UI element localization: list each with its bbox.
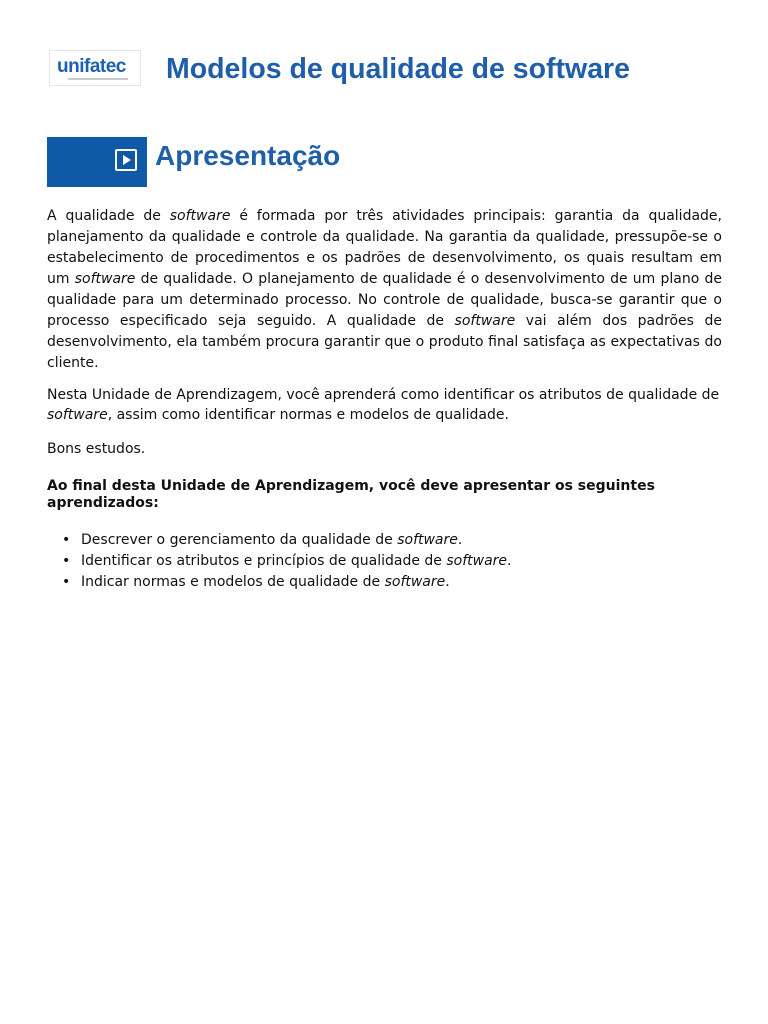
logo-wordmark xyxy=(57,57,126,77)
italic-term: software xyxy=(384,574,446,590)
greeting-paragraph: Bons estudos. xyxy=(47,441,146,457)
text-span: Nesta Unidade de Aprendizagem, você aprenderá como identificar os atributos de qualidade de xyxy=(47,387,720,403)
logo-tagline xyxy=(68,78,128,80)
objectives-list xyxy=(47,530,722,593)
text-span: de qualidade. O planejamento de qualidade é o desenvolvimento de um plano de qualidade para um determinado processo. No controle de qualidade, busca-se garantir que o processo especificado seja seguido. A qualidade de xyxy=(47,271,722,329)
text-span: , assim como identificar normas e modelos de qualidade. xyxy=(107,407,509,423)
list-item xyxy=(81,530,722,551)
logo-text-fatec: fatec xyxy=(84,56,126,77)
unit-paragraph-continued xyxy=(47,406,722,424)
italic-term: software xyxy=(446,553,508,569)
unit-paragraph xyxy=(47,386,731,404)
section-title: Apresentação xyxy=(155,140,341,171)
text-span: . xyxy=(445,574,450,590)
italic-term: software xyxy=(47,407,108,423)
italic-term: software xyxy=(169,208,231,224)
text-span: . xyxy=(457,532,463,548)
text-span: . xyxy=(507,553,512,569)
text-span: Indicar normas e modelos de qualidade de xyxy=(81,574,385,590)
text-span: vai além dos padrões de desenvolvimento, ela também procura garantir que o produto final satisfaça as expectativas do cliente. xyxy=(47,313,722,371)
list-item xyxy=(81,551,722,572)
list-item xyxy=(81,572,722,593)
text-span: A qualidade de xyxy=(47,208,170,224)
italic-term: software xyxy=(397,532,458,548)
italic-term: software xyxy=(454,313,516,329)
main-content xyxy=(47,206,722,593)
unifatec-logo xyxy=(49,50,141,86)
text-span: Identificar os atributos e princípios de qualidade de xyxy=(81,553,447,569)
intro-paragraph xyxy=(47,206,722,374)
italic-term: software xyxy=(74,271,136,287)
section-header xyxy=(47,137,727,189)
text-span: é formada por três atividades principais: garantia da qualidade, planejamento da qualidade e controle da qualidade. Na garantia da qualidade, pressupõe-se o estabelecimento de procedimentos e os padrões de desenvolvimento, os quais resultam em um xyxy=(47,208,722,287)
objectives-heading: Ao final desta Unidade de Aprendizagem, você deve apresentar os seguintes aprendizados: xyxy=(47,478,655,511)
header xyxy=(49,50,729,90)
section-bar xyxy=(47,137,147,187)
play-icon xyxy=(115,149,137,171)
text-span: Descrever o gerenciamento da qualidade de xyxy=(81,532,398,548)
logo-text-uni: uni xyxy=(57,56,84,77)
page-title: Modelos de qualidade de software xyxy=(166,53,631,85)
